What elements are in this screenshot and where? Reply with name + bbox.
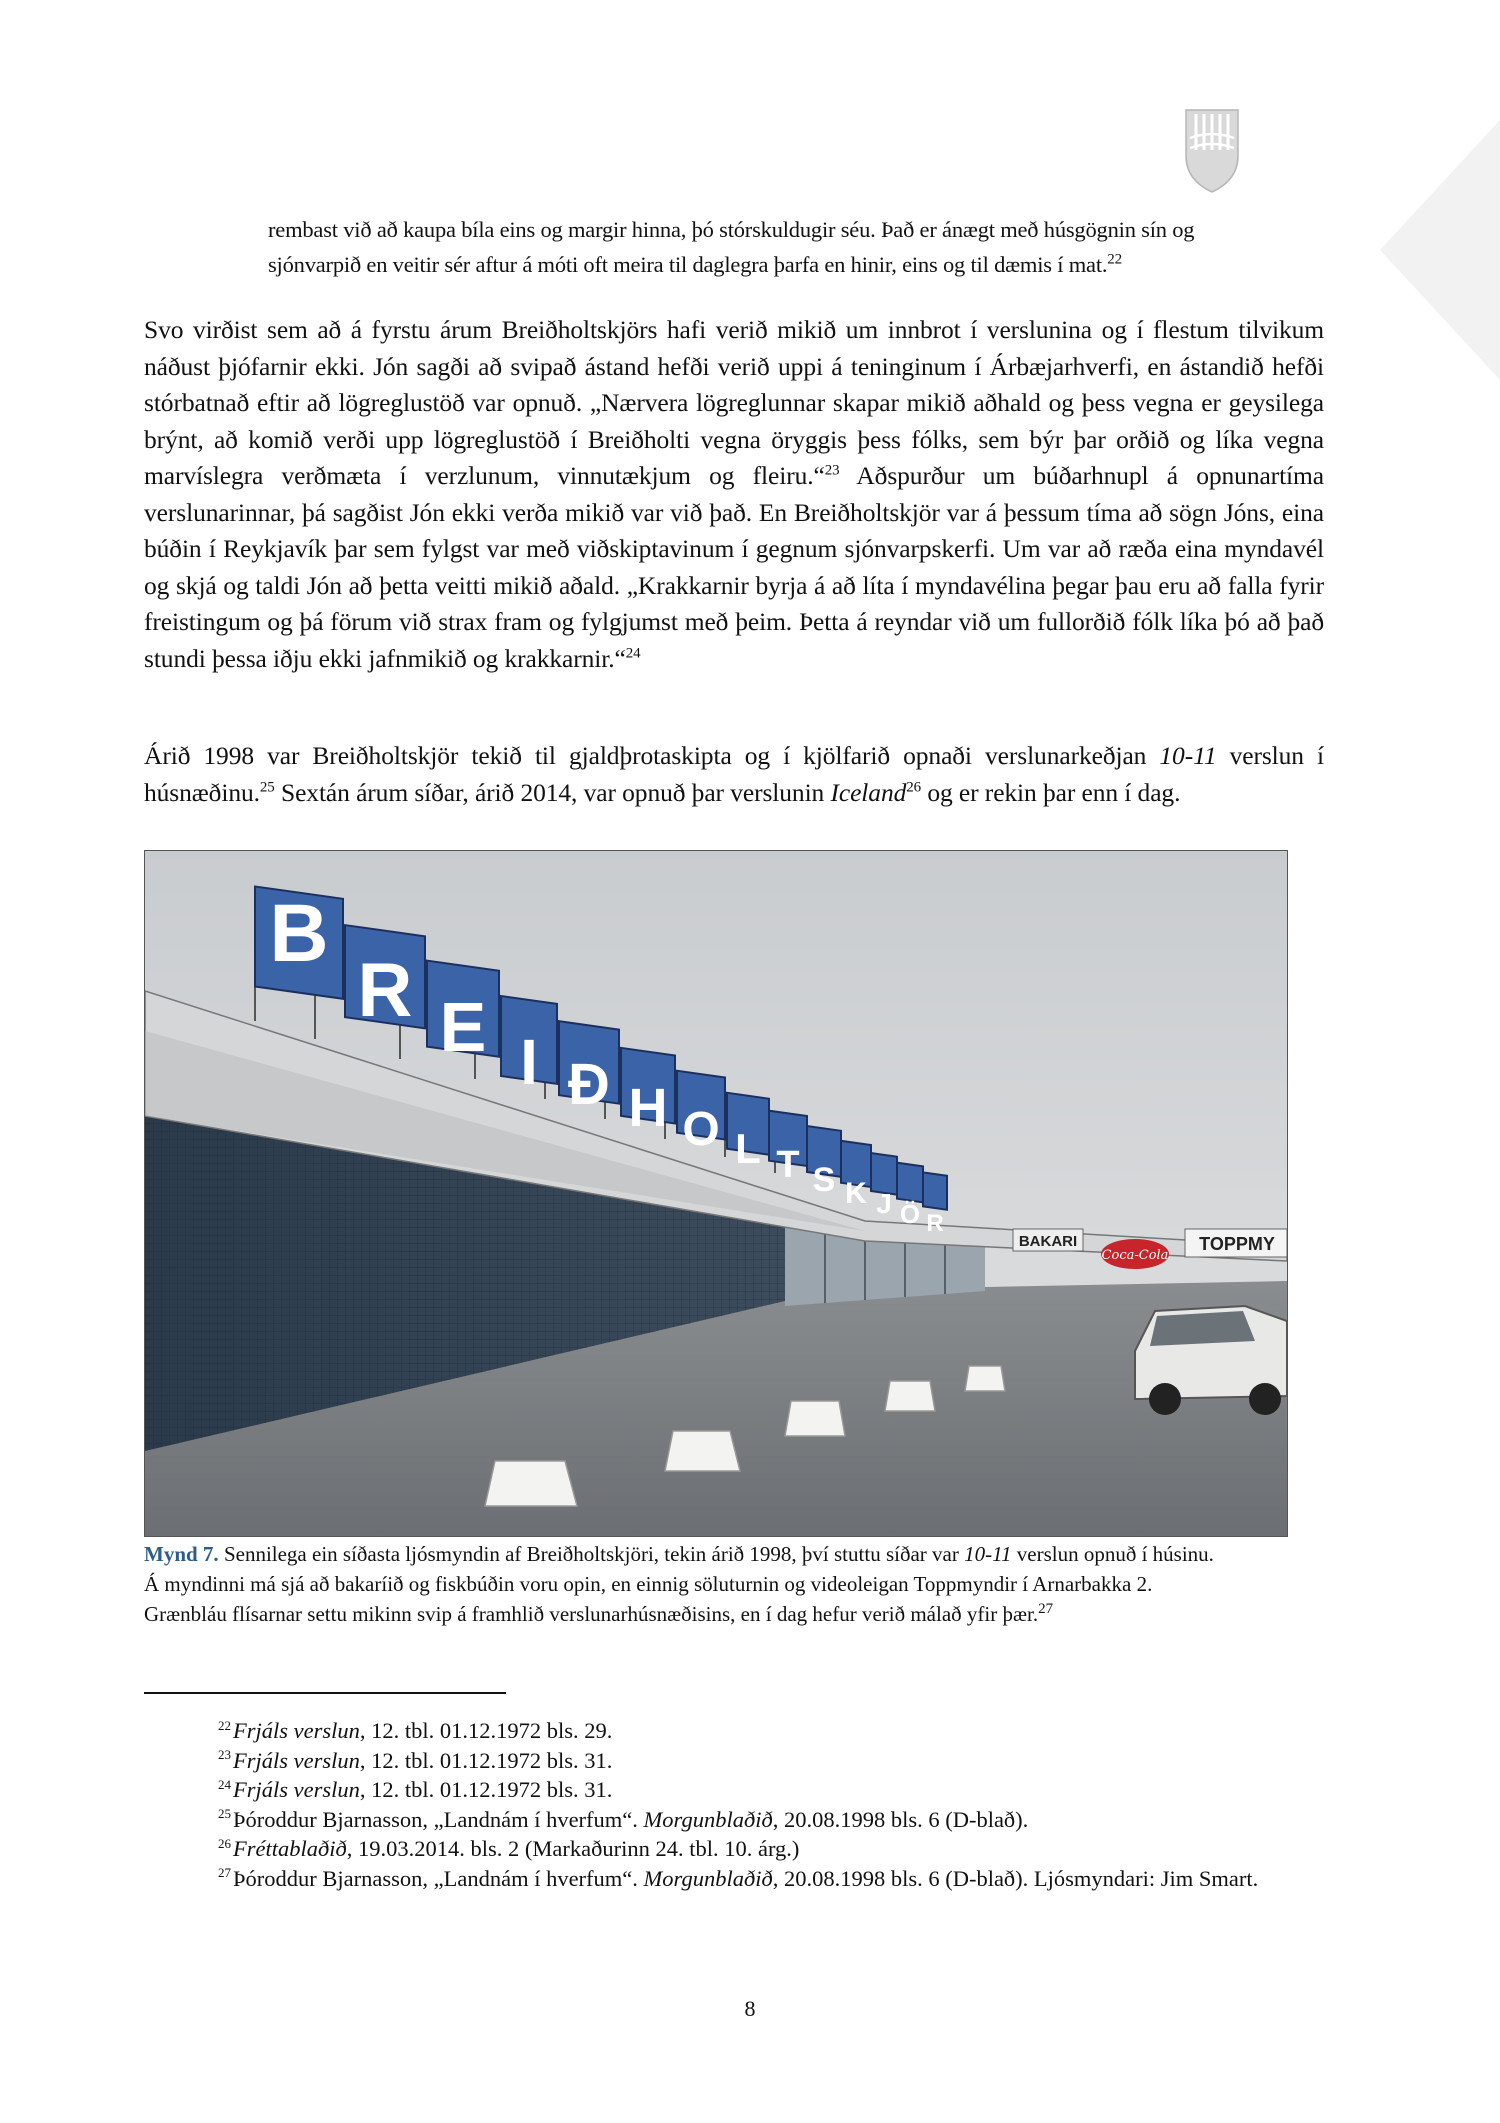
- figure-caption: Mynd 7. Sennilega ein síðasta ljósmyndin af Breiðholtskjöri, tekin árið 1998, því stuttu síðar var 10-11 verslun opnuð í húsinu. Á myndinni má sjá að bakaríið og fiskbúðin voru opin, en einnig söluturnin og videoleigan Toppmyndir í Arnarbakka 2. Grænbláu flísarnar settu mikinn svip á framhlið verslunarhúsnæðisins, en í dag hefur verið málað yfir þær.$^{27}$: [144, 1542, 1214, 1626]
- sign-letter: K: [845, 1177, 867, 1210]
- sign-letter: B: [269, 888, 329, 979]
- sign-letter: H: [628, 1078, 668, 1138]
- cocacola-sign-text: Coca-Cola: [1101, 1248, 1169, 1263]
- sign-letter: T: [776, 1144, 800, 1186]
- store-photo: [144, 850, 1288, 1537]
- sign-letter: I: [520, 1026, 538, 1098]
- body-paragraph-1: Svo virðist sem að á fyrstu árum Breiðholtskjörs hafi verið mikið um innbrot í verslunina og í flestum tilvikum náðust þjófarnir ekki. Jón sagði að svipað ástand hefði verið uppi á teninginum í Árbæjarhverfi, en ástandið hefði stórbatnað eftir að lögreglustöð var opnuð. „Nærvera lögreglunnar skapar mikið aðhald og þess vegna er geysilega brýnt, að komið verði upp lögreglustöð í Breiðholti vegna öryggis þess fólks, sem býr þar orðið og líka vegna marvíslegra verðmæta í verzlunum, vinnutækjum og fleiru.“$^{23}$ Aðspurður um búðarhnupl á opnunartíma verslunarinnar, þá sagðist Jón ekki verða mikið var við það. En Breiðholtskjör var á þessum tíma að sögn Jóns, eina búðin í Reykjavík þar sem fylgst var með viðskiptavinum í gegnum sjónvarpskerfi. Um var að ræða eina myndavél og skjá og taldi Jón að þetta veitti mikið aðald. „Krakkarnir byrja á að líta í myndavélina þegar þau eru að falla fyrir freistingum og þá förum við strax fram og fylgjumst með þeim. Þetta á reyndar við um fullorðið fólk líka þó að það stundi þessa iðju ekki jafnmikið og krakkarnir.“$^{24}$: [144, 315, 1324, 673]
- footnote: $^{24}$Frjáls verslun, 12. tbl. 01.12.1972 bls. 31.: [218, 1776, 613, 1802]
- footnote: $^{25}$Þóroddur Bjarnasson, „Landnám í hverfum“. Morgunblaðið, 20.08.1998 bls. 6 (D-blað).: [218, 1806, 1029, 1832]
- sign-letter: L: [735, 1125, 761, 1172]
- footnote: $^{23}$Frjáls verslun, 12. tbl. 01.12.1972 bls. 31.: [218, 1747, 613, 1773]
- footnote: $^{27}$Þóroddur Bjarnasson, „Landnám í hverfum“. Morgunblaðið, 20.08.1998 bls. 6 (D-blað). Ljósmyndari: Jim Smart.: [218, 1865, 1259, 1891]
- footnote: $^{26}$Fréttablaðið, 19.03.2014. bls. 2 (Markaðurinn 24. tbl. 10. árg.): [218, 1835, 800, 1861]
- bakari-sign-text: BAKARI: [1018, 1233, 1078, 1250]
- footnote-separator: [144, 1692, 506, 1694]
- footnote-ref[interactable]: 22: [1107, 251, 1122, 268]
- sign-letter: J: [876, 1188, 892, 1219]
- quote-line-2: sjónvarpið en veitir sér aftur á móti oft meira til daglegra þarfa en hinir, eins og til dæmis í mat.$^{22}$: [268, 251, 1122, 277]
- footnote: $^{22}$Frjáls verslun, 12. tbl. 01.12.1972 bls. 29.: [218, 1717, 613, 1743]
- sign-letter: R: [357, 948, 413, 1033]
- footnote-ref[interactable]: 27: [1038, 1601, 1054, 1617]
- sign-letter: R: [926, 1210, 944, 1237]
- footnote-ref[interactable]: 23: [824, 462, 840, 479]
- page-corner-decoration: [1380, 120, 1500, 380]
- sign-letter: E: [439, 988, 487, 1066]
- toppmy-sign-text: TOPPMY: [1199, 1234, 1275, 1254]
- sign-letter: O: [682, 1103, 720, 1156]
- quote-line-1: rembast við að kaupa bíla eins og margir hinna, þó stórskuldugir séu. Það er ánægt með húsgögnin sín og: [268, 217, 1195, 242]
- page-number: 8: [744, 1996, 756, 2021]
- footnote-ref[interactable]: 25: [259, 779, 275, 795]
- sign-letter: Ð: [568, 1052, 610, 1117]
- sign-letter: S: [812, 1161, 836, 1199]
- block-quote: [268, 212, 1332, 282]
- caption-label: Mynd 7.: [144, 1542, 219, 1566]
- footnote-ref[interactable]: 24: [625, 645, 641, 661]
- footnote-ref[interactable]: 26: [906, 779, 922, 795]
- sign-letter: Ö: [899, 1199, 921, 1229]
- crest-logo-icon: [1184, 108, 1240, 194]
- body-paragraph-2: Árið 1998 var Breiðholtskjör tekið til gjaldþrotaskipta og í kjölfarið opnaði verslunarkeðjan 10-11 verslun í húsnæðinu.$^{25}$ Sextán árum síðar, árið 2014, var opnuð þar verslunin Iceland$^{26}$ og er rekin þar enn í dag.: [144, 741, 1325, 807]
- footnotes: [144, 1716, 1324, 1893]
